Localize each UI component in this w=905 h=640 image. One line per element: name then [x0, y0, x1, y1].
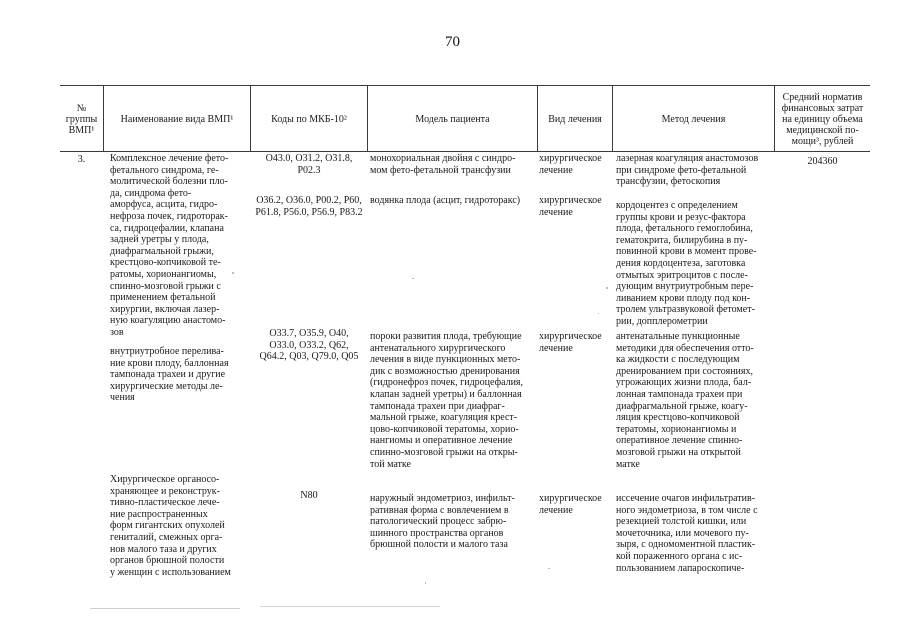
scan-speck: [412, 278, 414, 279]
treatment-type-cell: хирургическое лечение: [539, 153, 602, 176]
table-top-rule: [60, 85, 870, 86]
group-number: 3.: [77, 154, 86, 165]
icd-codes-cell: N80: [300, 490, 318, 501]
header-cost: Средний норматив финансовых затрат на единицу объема медицинской по- мощи³, рублей: [781, 91, 864, 147]
patient-model-cell: наружный эндометриоз, инфильт- ративная форма с вовлечением в патологический процесс забрю- шинного пространства органов брюшной полости и малого таза: [370, 493, 515, 551]
header-treatment-method: Метод лечения: [661, 113, 726, 125]
header-patient-model: Модель пациента: [415, 113, 490, 125]
patient-model-cell: монохориальная двойня с синдро- мом фето-фетальной трансфузии: [370, 153, 516, 176]
treatment-method-cell: иссечение очагов инфильтратив- ного эндометриоза, в том числе с резекцией толстой кишки, или мочеточника, или мочевого пу- зыря, с одномоментной пластик- кой пораженного органа с ис- пользованием лапароскопиче-: [616, 493, 758, 574]
treatment-method-cell: кордоцентез с определением группы крови и резус-фактора плода, фетального гемоглобина, гематокрита, билирубина в пу- повинной крови в момент прове- дения кордоцентеза, заготовка отмытых эритроцитов с после- дующим внутриутробным пере- ливанием крови плоду под кон- тролем ультразвуковой фетомет- рии, допплерометрии: [616, 200, 757, 327]
patient-model-cell: пороки развития плода, требующие антенатального хирургического лечения в виде пункционных мето- дик с возможностью дренирования (гидронефроз почек, гидроцефалия, клапан задней уретры) и баллонная тампонада трахеи при диафраг- мальной грыже, коагуляция крест- цово-копчиковой тератомы, хорио- нангиомы и оперативное лечение спинно-мозговой грыжи на откры- той матке: [370, 331, 524, 470]
header-icd-codes: Коды по МКБ-10²: [271, 113, 347, 125]
treatment-type-cell: хирургическое лечение: [539, 195, 602, 218]
header-group-number: № группы ВМП¹: [65, 102, 98, 136]
header-bottom-rule: [60, 151, 870, 152]
scan-speck: [425, 582, 426, 584]
icd-codes-cell: O43.0, O31.2, O31.8, P02.3: [265, 153, 353, 176]
header-vmp-name: Наименование вида ВМП¹: [120, 113, 234, 125]
scan-speck: [606, 287, 608, 289]
treatment-type-cell: хирургическое лечение: [539, 493, 602, 516]
scan-speck: [232, 272, 234, 274]
vmp-name-cell: Хирургическое органосо- храняющее и реконструк- тивно-пластическое лече- ние распространенных форм гигантских опухолей гениталий, смежных орга- нов малого таза и других органов брюшной полости у женщин с использованием: [110, 474, 231, 578]
treatment-method-cell: лазерная коагуляция анастомозов при синдроме фето-фетальной трансфузии, фетоскопия: [616, 153, 759, 188]
scan-speck: [548, 568, 550, 569]
icd-codes-cell: O36.2, O36.0, P00.2, P60, P61.8, P56.0, P56.9, P83.2: [255, 195, 363, 218]
icd-codes-cell: O33.7, O35.9, O40, O33.0, O33.2, Q62, Q64.2, Q03, Q79.0, Q05: [259, 328, 359, 363]
page-number: 70: [445, 34, 460, 50]
patient-model-cell: водянка плода (асцит, гидроторакс): [370, 195, 521, 206]
scan-smudge: [260, 606, 440, 607]
treatment-method-cell: антенатальные пункционные методики для обеспечения отто- ка жидкости с последующим дренированием при состояниях, угрожающих жизни плода, бал- лонная тампонада трахеи при диафрагмальной грыже, коагу- ляция крестцово-копчиковой тератомы, хорионангиомы и оперативное лечение спинно- мозговой грыжи на открытой матке: [616, 331, 754, 470]
scan-smudge: [90, 608, 240, 609]
treatment-type-cell: хирургическое лечение: [539, 331, 602, 354]
header-treatment-type: Вид лечения: [548, 113, 602, 125]
cost-value: 204360: [807, 156, 838, 167]
vmp-name-cell: Комплексное лечение фето- фетального синдрома, ге- молитической болезни пло- да, синдрома фето- аморфуса, асцита, гидро- нефроза почек, гидроторак- са, гидроцефалии, клапана задней уретры у плода, диафрагмальной грыжи, крестцово-копчиковой те- ратомы, хорионангиомы, спинно-мозговой грыжи с применением фетальной хирургии, включая лазер- ную коагуляцию анастомо- зов: [110, 153, 229, 338]
vmp-name-cell: внутриутробное перелива- ние крови плоду, баллонная тампонада трахеи и другие хирургические методы ле- чения: [110, 346, 229, 404]
scan-speck: [598, 313, 599, 314]
